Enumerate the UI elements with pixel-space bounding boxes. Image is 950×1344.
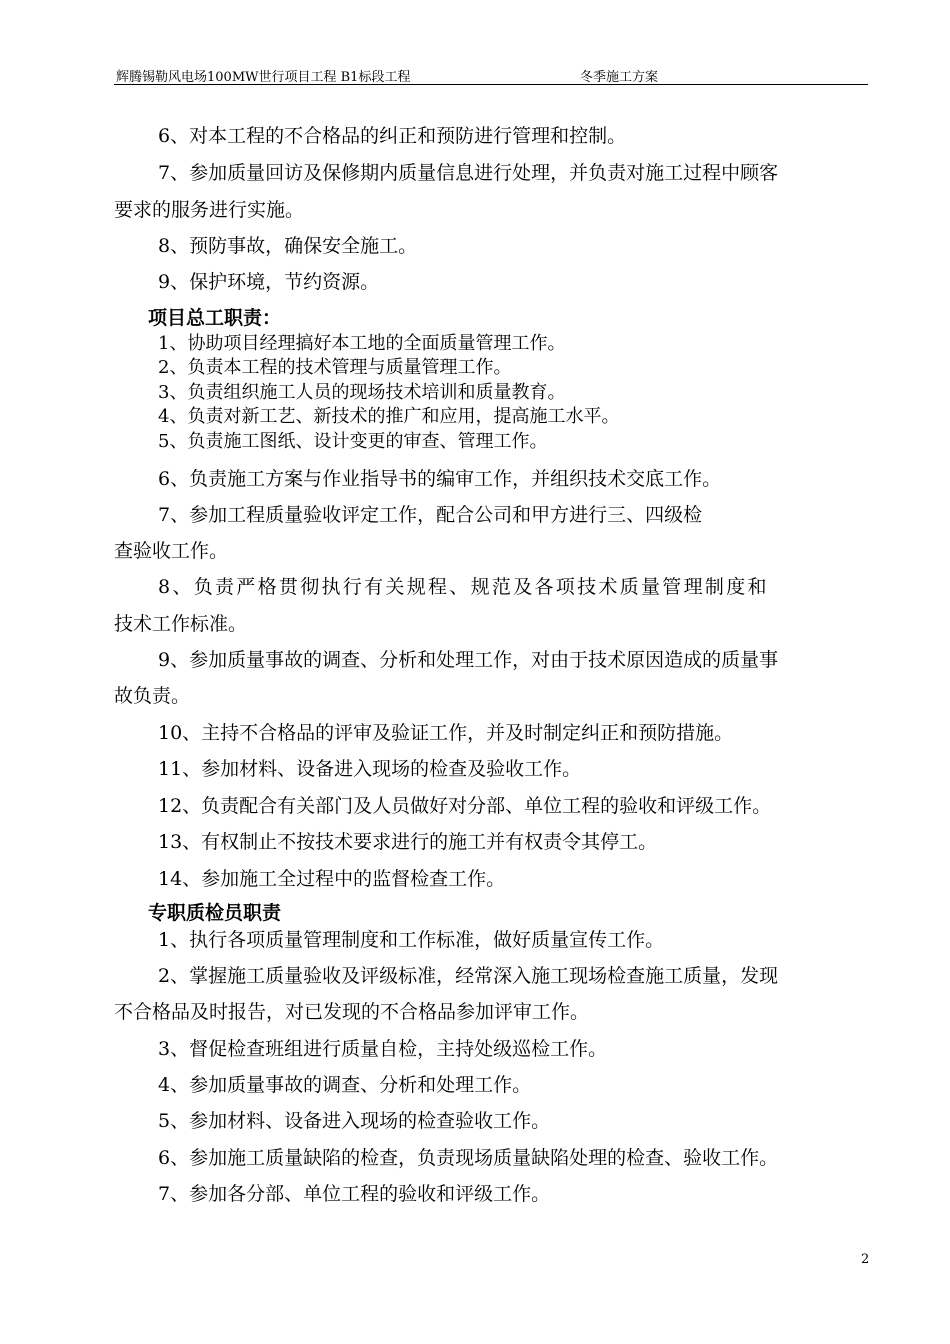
paragraph-line: 8、负责严格贯彻执行有关规程、规范及各项技术质量管理制度和 (158, 576, 769, 598)
header-divider (114, 84, 868, 85)
paragraph-line: 11、参加材料、设备进入现场的检查及验收工作。 (158, 758, 582, 780)
paragraph-line: 6、负责施工方案与作业指导书的编审工作，并组织技术交底工作。 (158, 468, 722, 490)
paragraph-line: 技术工作标准。 (114, 613, 248, 635)
paragraph-line: 10、主持不合格品的评审及验证工作，并及时制定纠正和预防措施。 (158, 722, 734, 744)
paragraph-line: 7、参加工程质量验收评定工作，配合公司和甲方进行三、四级检 (158, 504, 703, 526)
paragraph-line: 14、参加施工全过程中的监督检查工作。 (158, 868, 506, 890)
paragraph-line: 不合格品及时报告，对已发现的不合格品参加评审工作。 (114, 1001, 590, 1023)
paragraph-line: 9、参加质量事故的调查、分析和处理工作，对由于技术原因造成的质量事 (158, 649, 779, 671)
page-number: 2 (861, 1252, 870, 1267)
paragraph-line: 8、预防事故，确保安全施工。 (158, 235, 418, 257)
list-item: 2、负责本工程的技术管理与质量管理工作。 (158, 357, 512, 378)
paragraph-line: 13、有权制止不按技术要求进行的施工并有权责令其停工。 (158, 831, 658, 853)
header-project-name: 辉腾锡勒风电场100MW世行项目工程 B1标段工程 (116, 70, 411, 85)
paragraph-line: 4、参加质量事故的调查、分析和处理工作。 (158, 1074, 532, 1096)
list-item: 5、负责施工图纸、设计变更的审查、管理工作。 (158, 431, 548, 452)
list-item: 3、负责组织施工人员的现场技术培训和质量教育。 (158, 382, 566, 403)
paragraph-line: 6、参加施工质量缺陷的检查，负责现场质量缺陷处理的检查、验收工作。 (158, 1147, 779, 1169)
paragraph-line: 3、督促检查班组进行质量自检，主持处级巡检工作。 (158, 1038, 608, 1060)
paragraph-line: 7、参加质量回访及保修期内质量信息进行处理，并负责对施工过程中顾客 (158, 162, 779, 184)
paragraph-line: 6、对本工程的不合格品的纠正和预防进行管理和控制。 (158, 125, 627, 147)
section-heading-quality-inspector: 专职质检员职责 (148, 902, 282, 924)
paragraph-line: 要求的服务进行实施。 (114, 199, 305, 221)
paragraph-line: 7、参加各分部、单位工程的验收和评级工作。 (158, 1183, 551, 1205)
paragraph-line: 5、参加材料、设备进入现场的检查验收工作。 (158, 1110, 551, 1132)
paragraph-line: 2、掌握施工质量验收及评级标准，经常深入施工现场检查施工质量，发现 (158, 965, 779, 987)
paragraph-line: 查验收工作。 (114, 540, 229, 562)
paragraph-line: 1、执行各项质量管理制度和工作标准，做好质量宣传工作。 (158, 929, 665, 951)
header-document-title: 冬季施工方案 (580, 70, 659, 85)
paragraph-line: 12、负责配合有关部门及人员做好对分部、单位工程的验收和评级工作。 (158, 795, 772, 817)
paragraph-line: 9、保护环境，节约资源。 (158, 271, 380, 293)
list-item: 1、协助项目经理搞好本工地的全面质量管理工作。 (158, 333, 566, 354)
paragraph-line: 故负责。 (114, 685, 191, 707)
list-item: 4、负责对新工艺、新技术的推广和应用，提高施工水平。 (158, 406, 620, 427)
section-heading-chief-engineer: 项目总工职责： (148, 307, 282, 329)
